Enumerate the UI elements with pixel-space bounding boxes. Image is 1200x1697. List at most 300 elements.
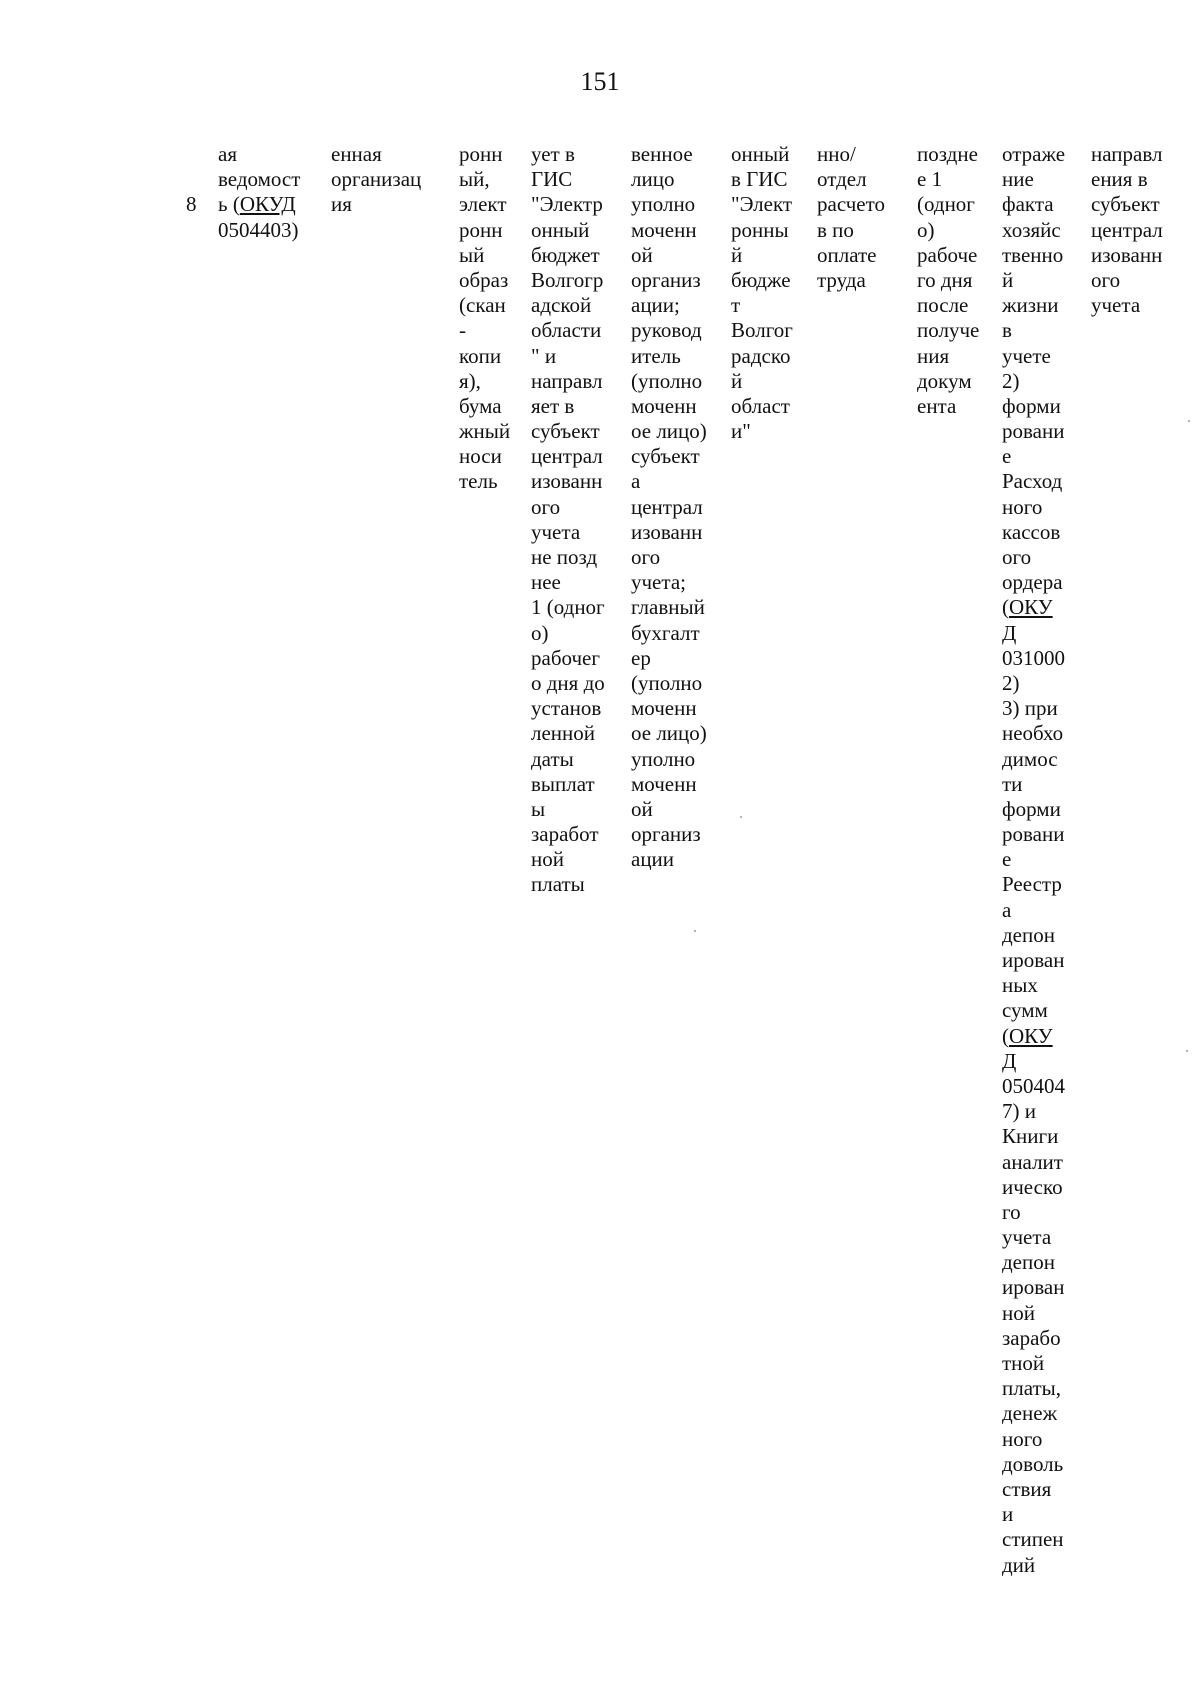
cell-line [731, 369, 793, 394]
cell-line [631, 621, 707, 646]
cell-line [531, 268, 605, 293]
cell-line [1002, 1401, 1065, 1426]
cell-line-text: "Электр [531, 192, 603, 217]
cell-line [218, 167, 300, 192]
cell-line [1002, 948, 1065, 973]
cell-line [531, 167, 605, 192]
row-number: 8 [186, 192, 197, 217]
cell-line-text: о) [917, 217, 935, 242]
cell-line [218, 218, 300, 243]
cell-line [917, 369, 979, 394]
cell-line [1002, 1250, 1065, 1275]
cell-line-text: форми [1002, 796, 1061, 821]
cell-line [459, 218, 510, 243]
cell-line [631, 243, 707, 268]
cell-line [1002, 1553, 1065, 1578]
cell-line [531, 621, 605, 646]
cell-line-text: 050404 [1002, 1073, 1065, 1098]
cell-line [531, 318, 605, 343]
cell-line-text: " и [531, 343, 557, 368]
cell-line [1091, 218, 1163, 243]
row-number-cell [186, 142, 197, 243]
cell-line-text: субъект [1091, 192, 1160, 217]
cell-line [1002, 520, 1065, 545]
cell-line [631, 469, 707, 494]
cell-line-text: онный [731, 142, 790, 166]
cell-line-text: а [1002, 897, 1012, 922]
cell-line [731, 293, 793, 318]
cell-line [1091, 243, 1163, 268]
cell-line-text: ическо [1002, 1174, 1063, 1199]
cell-line [459, 142, 510, 167]
cell-line [917, 167, 979, 192]
cell-line-text: лицо [631, 167, 675, 192]
cell-line [1002, 847, 1065, 872]
cell-line [631, 344, 707, 369]
cell-line-text: (скан [459, 293, 506, 318]
cell-line [731, 268, 793, 293]
cell-line [459, 243, 510, 268]
cell-line-text: т [731, 293, 741, 318]
cell-line [731, 142, 793, 167]
cell-line [531, 747, 605, 772]
cell-line-text: яет в [531, 393, 575, 418]
cell-line-text: в по [817, 217, 854, 242]
cell-line [917, 293, 979, 318]
cell-line-text: даты [531, 746, 574, 771]
cell-line [1002, 1124, 1065, 1149]
cell-system [731, 142, 793, 444]
cell-line-text: а [631, 469, 641, 494]
cell-line [917, 344, 979, 369]
cell-line [731, 419, 793, 444]
cell-line-text: ного [1002, 1426, 1043, 1451]
cell-line [1002, 772, 1065, 797]
cell-line [531, 394, 605, 419]
cell-line [1002, 1527, 1065, 1552]
cell-line-text: изованн [631, 519, 703, 544]
cell-recipient [817, 142, 885, 293]
cell-line-text: "Элект [731, 192, 793, 217]
cell-line-text: ленной [531, 721, 596, 746]
okud-link[interactable]: ОКУД [239, 192, 296, 217]
cell-line-text: денеж [1002, 1401, 1058, 1426]
cell-line [531, 646, 605, 671]
cell-line [331, 142, 421, 167]
cell-line [531, 721, 605, 746]
cell-line [631, 419, 707, 444]
cell-line [531, 293, 605, 318]
cell-line [631, 545, 707, 570]
cell-format [459, 142, 510, 495]
cell-line [531, 872, 605, 897]
cell-line-text: ронны [731, 217, 789, 242]
cell-line [459, 192, 510, 217]
cell-line [731, 192, 793, 217]
cell-line [531, 772, 605, 797]
cell-line [1002, 192, 1065, 217]
cell-line-text: стипен [1002, 1527, 1064, 1552]
cell-line-text: аналит [1002, 1149, 1063, 1174]
cell-line [731, 344, 793, 369]
cell-line-text: 0504403) [218, 217, 299, 242]
cell-line [1091, 192, 1163, 217]
cell-line-text: ной [531, 847, 564, 872]
cell-line [1002, 243, 1065, 268]
cell-line-text: ( [1002, 1023, 1009, 1048]
cell-line-text: заработ [531, 822, 599, 847]
cell-line-text: форми [1002, 393, 1061, 418]
cell-line-text: в [1002, 318, 1012, 343]
cell-line-text: в ГИС [731, 167, 788, 192]
cell-line [1002, 1502, 1065, 1527]
cell-line [1002, 142, 1065, 167]
cell-line [531, 192, 605, 217]
cell-line-text: ронн [459, 142, 503, 166]
cell-line-text: ого [531, 494, 561, 519]
cell-line [459, 318, 510, 343]
cell-line [1002, 1427, 1065, 1452]
cell-line-text: оплате [817, 242, 877, 267]
cell-line-text: ента [917, 393, 957, 418]
cell-line-text: централ [1091, 217, 1163, 242]
cell-line-text: (уполно [631, 368, 703, 393]
cell-line [1002, 747, 1065, 772]
cell-line [531, 419, 605, 444]
cell-line-text: и" [731, 419, 751, 444]
cell-line [1091, 268, 1163, 293]
cell-line [631, 772, 707, 797]
cell-line [917, 268, 979, 293]
cell-line [331, 192, 421, 217]
cell-procedure [531, 142, 605, 898]
cell-line-text: субъект [631, 444, 700, 469]
cell-line [531, 218, 605, 243]
cell-line-text: установ [531, 696, 602, 721]
okud-link[interactable]: ОКУ [1009, 1023, 1053, 1048]
cell-line-text: (уполно [631, 670, 703, 695]
cell-line-text: ти [1002, 771, 1023, 796]
cell-line-text: ой [631, 242, 653, 267]
page-number: 151 [580, 67, 620, 96]
cell-line [459, 293, 510, 318]
cell-line-text: ого [1091, 267, 1121, 292]
cell-line [1002, 293, 1065, 318]
cell-line [817, 192, 885, 217]
cell-line-text: отдел [817, 167, 867, 192]
cell-line [1002, 923, 1065, 948]
cell-line-text: ние [1002, 167, 1034, 192]
cell-line [631, 847, 707, 872]
cell-line-text: бюдже [731, 267, 791, 292]
cell-line-text: нно/ [817, 142, 856, 166]
cell-line [817, 167, 885, 192]
cell-line-text: области [531, 318, 602, 343]
cell-line-text: Волгог [731, 318, 793, 343]
cell-line [531, 545, 605, 570]
cell-line-text: венное [631, 142, 693, 166]
cell-line-text: ое лицо) [631, 721, 707, 746]
cell-line-text: направл [531, 368, 603, 393]
cell-line [531, 243, 605, 268]
cell-line-text: получе [917, 318, 980, 343]
cell-line [531, 797, 605, 822]
cell-line [1002, 1301, 1065, 1326]
cell-line [1002, 469, 1065, 494]
cell-line-text: тель [459, 469, 498, 494]
cell-line [817, 268, 885, 293]
cell-line [631, 495, 707, 520]
cell-line-text: моченн [631, 771, 697, 796]
cell-line-text: й [1002, 267, 1014, 292]
cell-line [917, 142, 979, 167]
cell-line-text: ы [531, 796, 546, 821]
cell-line-text: радско [731, 343, 791, 368]
cell-line-text: уполно [631, 746, 696, 771]
cell-line-text: адской [531, 293, 592, 318]
cell-line [917, 192, 979, 217]
cell-line-text: образ [459, 267, 509, 292]
cell-line [531, 369, 605, 394]
cell-line-text: главный [631, 595, 705, 620]
cell-line [1002, 1376, 1065, 1401]
cell-line-text: учета [531, 519, 581, 544]
cell-line-text: необхо [1002, 721, 1064, 746]
cell-line-text: е [1002, 444, 1012, 469]
cell-line [1002, 167, 1065, 192]
cell-line-text: ое лицо) [631, 419, 707, 444]
cell-line [1002, 671, 1065, 696]
cell-line-text: труда [817, 267, 866, 292]
cell-line-text: зарабо [1002, 1325, 1061, 1350]
cell-line-text: организац [331, 167, 422, 192]
cell-line [1002, 218, 1065, 243]
cell-line-text: элект [459, 192, 507, 217]
cell-line [817, 142, 885, 167]
cell-line [459, 419, 510, 444]
cell-line-text: ия [331, 192, 352, 217]
cell-line [817, 243, 885, 268]
cell-line-text: факта [1002, 192, 1054, 217]
cell-line [1002, 822, 1065, 847]
cell-line [917, 243, 979, 268]
cell-line [1002, 1275, 1065, 1300]
cell-line-text: после [917, 293, 969, 318]
cell-line-text: докум [917, 368, 972, 393]
okud-link[interactable]: ОКУ [1009, 595, 1053, 620]
cell-line [1002, 998, 1065, 1023]
cell-line-text: ации [631, 847, 675, 872]
cell-line [1002, 898, 1065, 923]
cell-line-text: кассов [1002, 519, 1061, 544]
cell-line [1002, 595, 1065, 620]
cell-line [631, 394, 707, 419]
cell-line [1002, 1024, 1065, 1049]
cell-line [631, 142, 707, 167]
cell-line-text: твенно [1002, 242, 1064, 267]
cell-line [1002, 419, 1065, 444]
cell-line-text: й [731, 368, 743, 393]
cell-line-text: хозяйс [1002, 217, 1061, 242]
cell-document [218, 142, 300, 243]
cell-line-text: депон [1002, 1250, 1055, 1275]
cell-line [531, 520, 605, 545]
cell-line [1002, 570, 1065, 595]
cell-line [631, 747, 707, 772]
cell-line-text: жизни [1002, 293, 1059, 318]
cell-line-text: тной [1002, 1351, 1045, 1375]
cell-line [1002, 1326, 1065, 1351]
cell-line-text: рабоче [917, 242, 978, 267]
cell-line-text: е 1 [917, 167, 943, 192]
cell-line [459, 344, 510, 369]
okud-link[interactable]: Д [1002, 1048, 1017, 1073]
cell-line [1002, 872, 1065, 897]
cell-line-text: учете [1002, 343, 1051, 368]
cell-line-text: централ [531, 444, 603, 469]
cell-line [1002, 344, 1065, 369]
cell-line [631, 369, 707, 394]
cell-line [817, 218, 885, 243]
cell-line [631, 268, 707, 293]
cell-line-text: ( [1002, 595, 1009, 620]
cell-line [1002, 721, 1065, 746]
cell-line [731, 394, 793, 419]
cell-line-text: (одног [917, 192, 975, 217]
cell-line [631, 721, 707, 746]
cell-line [1002, 696, 1065, 721]
cell-line [631, 167, 707, 192]
cell-line-text: ирован [1002, 948, 1065, 972]
cell-line [459, 268, 510, 293]
cell-line [631, 293, 707, 318]
cell-line-text: ации; [631, 293, 680, 318]
cell-line [1002, 1200, 1065, 1225]
cell-line-text: област [731, 393, 790, 418]
cell-signer [631, 142, 707, 872]
cell-line-text: ровани [1002, 822, 1065, 847]
cell-line-text: Расход [1002, 469, 1063, 494]
cell-line [1002, 973, 1065, 998]
cell-line-text: и [1002, 1502, 1014, 1527]
cell-deadline [917, 142, 979, 419]
cell-line-text: ной [1002, 1300, 1035, 1325]
cell-line-text: 031000 [1002, 645, 1065, 670]
cell-line [531, 444, 605, 469]
cell-line [531, 142, 605, 167]
cell-line [1002, 1150, 1065, 1175]
cell-line-text: выплат [531, 771, 595, 796]
cell-line [531, 570, 605, 595]
cell-line-text: ой [631, 796, 653, 821]
cell-line-text: 2) [1002, 670, 1020, 695]
cell-line [531, 847, 605, 872]
cell-line-text: субъект [531, 419, 600, 444]
cell-line [631, 570, 707, 595]
cell-line [631, 671, 707, 696]
cell-line [1091, 142, 1163, 167]
cell-line [1002, 1099, 1065, 1124]
cell-line-text: рабочег [531, 645, 600, 670]
cell-line [631, 696, 707, 721]
cell-line [1091, 167, 1163, 192]
cell-line-text: ая [218, 142, 237, 166]
cell-line-text: направл [1091, 142, 1163, 166]
cell-line [1002, 1477, 1065, 1502]
cell-line [1002, 1175, 1065, 1200]
cell-line [1002, 369, 1065, 394]
cell-line [631, 822, 707, 847]
cell-line [531, 595, 605, 620]
cell-line-text: ных [1002, 973, 1038, 998]
okud-link[interactable]: Д [1002, 620, 1017, 645]
cell-line-text: я), [459, 368, 481, 393]
cell-line [1002, 268, 1065, 293]
cell-line [531, 495, 605, 520]
cell-line-text: бюджет [531, 242, 600, 267]
cell-line-text: ния [917, 343, 950, 368]
cell-line-text: димос [1002, 746, 1058, 771]
cell-line [631, 520, 707, 545]
cell-line-text: депон [1002, 922, 1055, 947]
cell-line [1002, 1452, 1065, 1477]
cell-line-text: централ [631, 494, 703, 519]
cell-line-text: ого [1002, 545, 1032, 569]
scan-speck [1186, 1050, 1188, 1052]
cell-line [531, 671, 605, 696]
cell-line [1002, 797, 1065, 822]
cell-line [1002, 1351, 1065, 1376]
cell-line-text: го [1002, 1199, 1021, 1224]
cell-line-text: моченн [631, 393, 697, 418]
cell-line-text: бума [459, 393, 502, 418]
cell-line-text: ения в [1091, 167, 1148, 192]
cell-line-text: моченн [631, 696, 697, 721]
cell-line-text: доволь [1002, 1451, 1064, 1476]
cell-line-text: организ [631, 822, 701, 847]
cell-line-text: ый [459, 242, 485, 267]
cell-line [731, 243, 793, 268]
cell-line [531, 469, 605, 494]
cell-line [1002, 646, 1065, 671]
cell-line-text: 3) при [1002, 696, 1058, 721]
cell-line [459, 394, 510, 419]
cell-line-text: сумм [1002, 998, 1048, 1023]
cell-line [331, 167, 421, 192]
cell-line [218, 192, 300, 217]
cell-line [731, 218, 793, 243]
cell-line-text: ь ( [218, 192, 240, 217]
cell-line-text: 7) и [1002, 1099, 1036, 1124]
cell-line-text: енная [331, 142, 382, 166]
cell-line-text: го дня [917, 267, 973, 292]
cell-line-text: ого [631, 545, 661, 569]
cell-line-text: руковод [631, 318, 702, 343]
cell-line-text: - [459, 318, 466, 343]
cell-line [531, 344, 605, 369]
cell-line-text: изованн [1091, 242, 1163, 267]
cell-line [459, 369, 510, 394]
cell-line [1002, 545, 1065, 570]
cell-line-text: носи [459, 444, 502, 469]
cell-line-text: жный [459, 419, 511, 444]
cell-line [917, 394, 979, 419]
cell-line-text: копи [459, 343, 502, 368]
cell-line [1091, 293, 1163, 318]
cell-line-text: е [1002, 847, 1012, 872]
cell-line [631, 444, 707, 469]
cell-line [1002, 621, 1065, 646]
